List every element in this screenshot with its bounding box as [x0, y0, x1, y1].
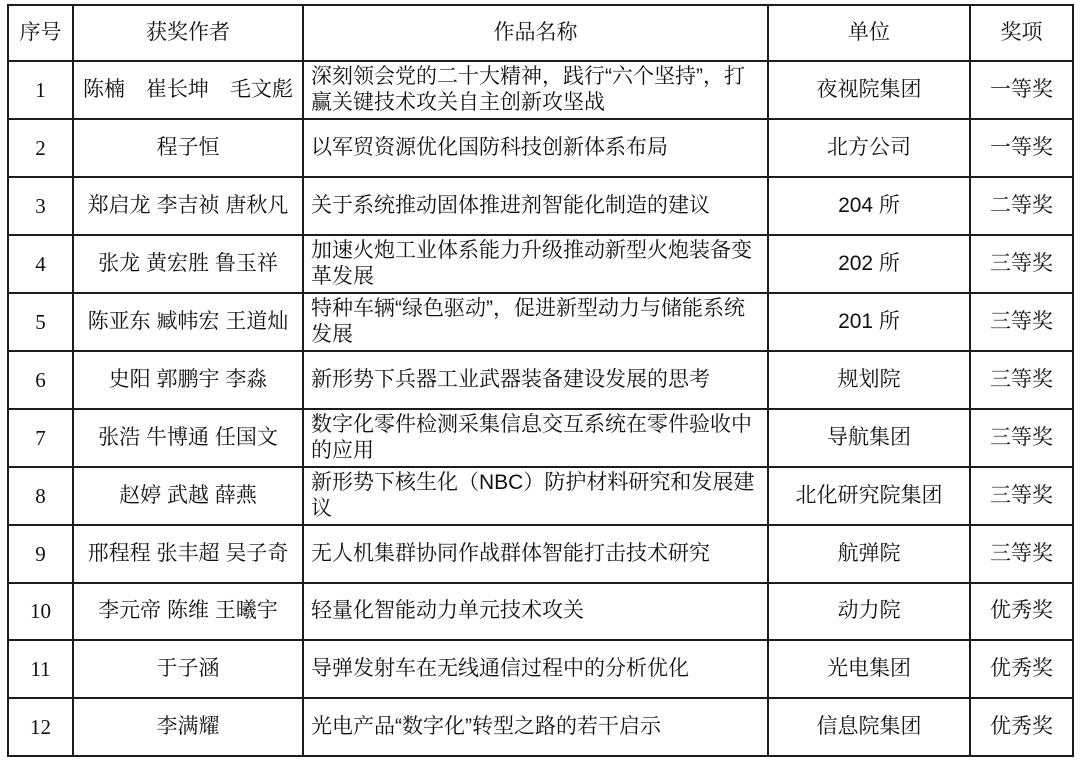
header-row — [8, 5, 1073, 61]
cell-authors: 张龙 黄宏胜 鲁玉祥 — [73, 235, 303, 293]
cell-authors: 张浩 牛博通 任国文 — [73, 409, 303, 467]
cell-no: 5 — [8, 293, 73, 351]
cell-unit: 202 所 — [768, 235, 970, 293]
cell-unit: 光电集团 — [768, 640, 970, 698]
cell-authors: 李元帝 陈维 王曦宇 — [73, 583, 303, 641]
cell-unit: 航弹院 — [768, 525, 970, 583]
cell-authors: 李满耀 — [73, 698, 303, 756]
cell-award: 一等奖 — [970, 61, 1073, 119]
cell-title: 深刻领会党的二十大精神，践行“六个坚持”，打赢关键技术攻关自主创新攻坚战 — [303, 61, 768, 119]
cell-authors: 程子恒 — [73, 119, 303, 177]
cell-authors: 陈亚东 臧帏宏 王道灿 — [73, 293, 303, 351]
header-cell-title: 作品名称 — [303, 5, 768, 61]
table-row — [8, 583, 1073, 641]
cell-unit: 201 所 — [768, 293, 970, 351]
header-cell-award: 奖项 — [970, 5, 1073, 61]
cell-authors: 史阳 郭鹏宇 李淼 — [73, 351, 303, 409]
cell-no: 9 — [8, 525, 73, 583]
cell-title: 导弹发射车在无线通信过程中的分析优化 — [303, 640, 768, 698]
cell-unit: 导航集团 — [768, 409, 970, 467]
table-row — [8, 640, 1073, 698]
table-row — [8, 61, 1073, 119]
cell-title: 特种车辆“绿色驱动”，促进新型动力与储能系统发展 — [303, 293, 768, 351]
cell-award: 三等奖 — [970, 235, 1073, 293]
awards-table-body — [8, 61, 1073, 756]
cell-no: 8 — [8, 467, 73, 525]
header-cell-unit: 单位 — [768, 5, 970, 61]
cell-unit: 204 所 — [768, 177, 970, 235]
cell-authors: 陈楠 崔长坤 毛文彪 — [73, 61, 303, 119]
table-row — [8, 177, 1073, 235]
cell-unit: 动力院 — [768, 583, 970, 641]
cell-award: 优秀奖 — [970, 583, 1073, 641]
table-row — [8, 235, 1073, 293]
table-row — [8, 525, 1073, 583]
cell-no: 1 — [8, 61, 73, 119]
cell-no: 12 — [8, 698, 73, 756]
cell-title: 数字化零件检测采集信息交互系统在零件验收中的应用 — [303, 409, 768, 467]
cell-unit: 信息院集团 — [768, 698, 970, 756]
cell-title: 新形势下兵器工业武器装备建设发展的思考 — [303, 351, 768, 409]
cell-unit: 规划院 — [768, 351, 970, 409]
table-row — [8, 351, 1073, 409]
table-row — [8, 119, 1073, 177]
cell-award: 三等奖 — [970, 351, 1073, 409]
table-row — [8, 293, 1073, 351]
cell-unit: 北化研究院集团 — [768, 467, 970, 525]
cell-authors: 郑启龙 李吉祯 唐秋凡 — [73, 177, 303, 235]
cell-authors: 于子涵 — [73, 640, 303, 698]
cell-award: 三等奖 — [970, 409, 1073, 467]
cell-award: 优秀奖 — [970, 640, 1073, 698]
cell-award: 一等奖 — [970, 119, 1073, 177]
cell-authors: 赵婷 武越 薛燕 — [73, 467, 303, 525]
cell-unit: 北方公司 — [768, 119, 970, 177]
cell-title: 光电产品“数字化”转型之路的若干启示 — [303, 698, 768, 756]
cell-unit: 夜视院集团 — [768, 61, 970, 119]
cell-award: 三等奖 — [970, 467, 1073, 525]
cell-no: 4 — [8, 235, 73, 293]
cell-title: 加速火炮工业体系能力升级推动新型火炮装备变革发展 — [303, 235, 768, 293]
cell-no: 7 — [8, 409, 73, 467]
table-row — [8, 467, 1073, 525]
cell-award: 二等奖 — [970, 177, 1073, 235]
cell-award: 三等奖 — [970, 293, 1073, 351]
cell-authors: 邢程程 张丰超 吴子奇 — [73, 525, 303, 583]
cell-title: 关于系统推动固体推进剂智能化制造的建议 — [303, 177, 768, 235]
cell-no: 6 — [8, 351, 73, 409]
cell-no: 11 — [8, 640, 73, 698]
header-cell-authors: 获奖作者 — [73, 5, 303, 61]
header-cell-no: 序号 — [8, 5, 73, 61]
cell-title: 新形势下核生化（NBC）防护材料研究和发展建议 — [303, 467, 768, 525]
cell-no: 2 — [8, 119, 73, 177]
cell-title: 无人机集群协同作战群体智能打击技术研究 — [303, 525, 768, 583]
cell-no: 10 — [8, 583, 73, 641]
awards-table-header — [8, 5, 1073, 61]
awards-table — [7, 4, 1074, 757]
cell-title: 以军贸资源优化国防科技创新体系布局 — [303, 119, 768, 177]
table-row — [8, 698, 1073, 756]
cell-award: 三等奖 — [970, 525, 1073, 583]
cell-title: 轻量化智能动力单元技术攻关 — [303, 583, 768, 641]
cell-no: 3 — [8, 177, 73, 235]
cell-award: 优秀奖 — [970, 698, 1073, 756]
table-row — [8, 409, 1073, 467]
